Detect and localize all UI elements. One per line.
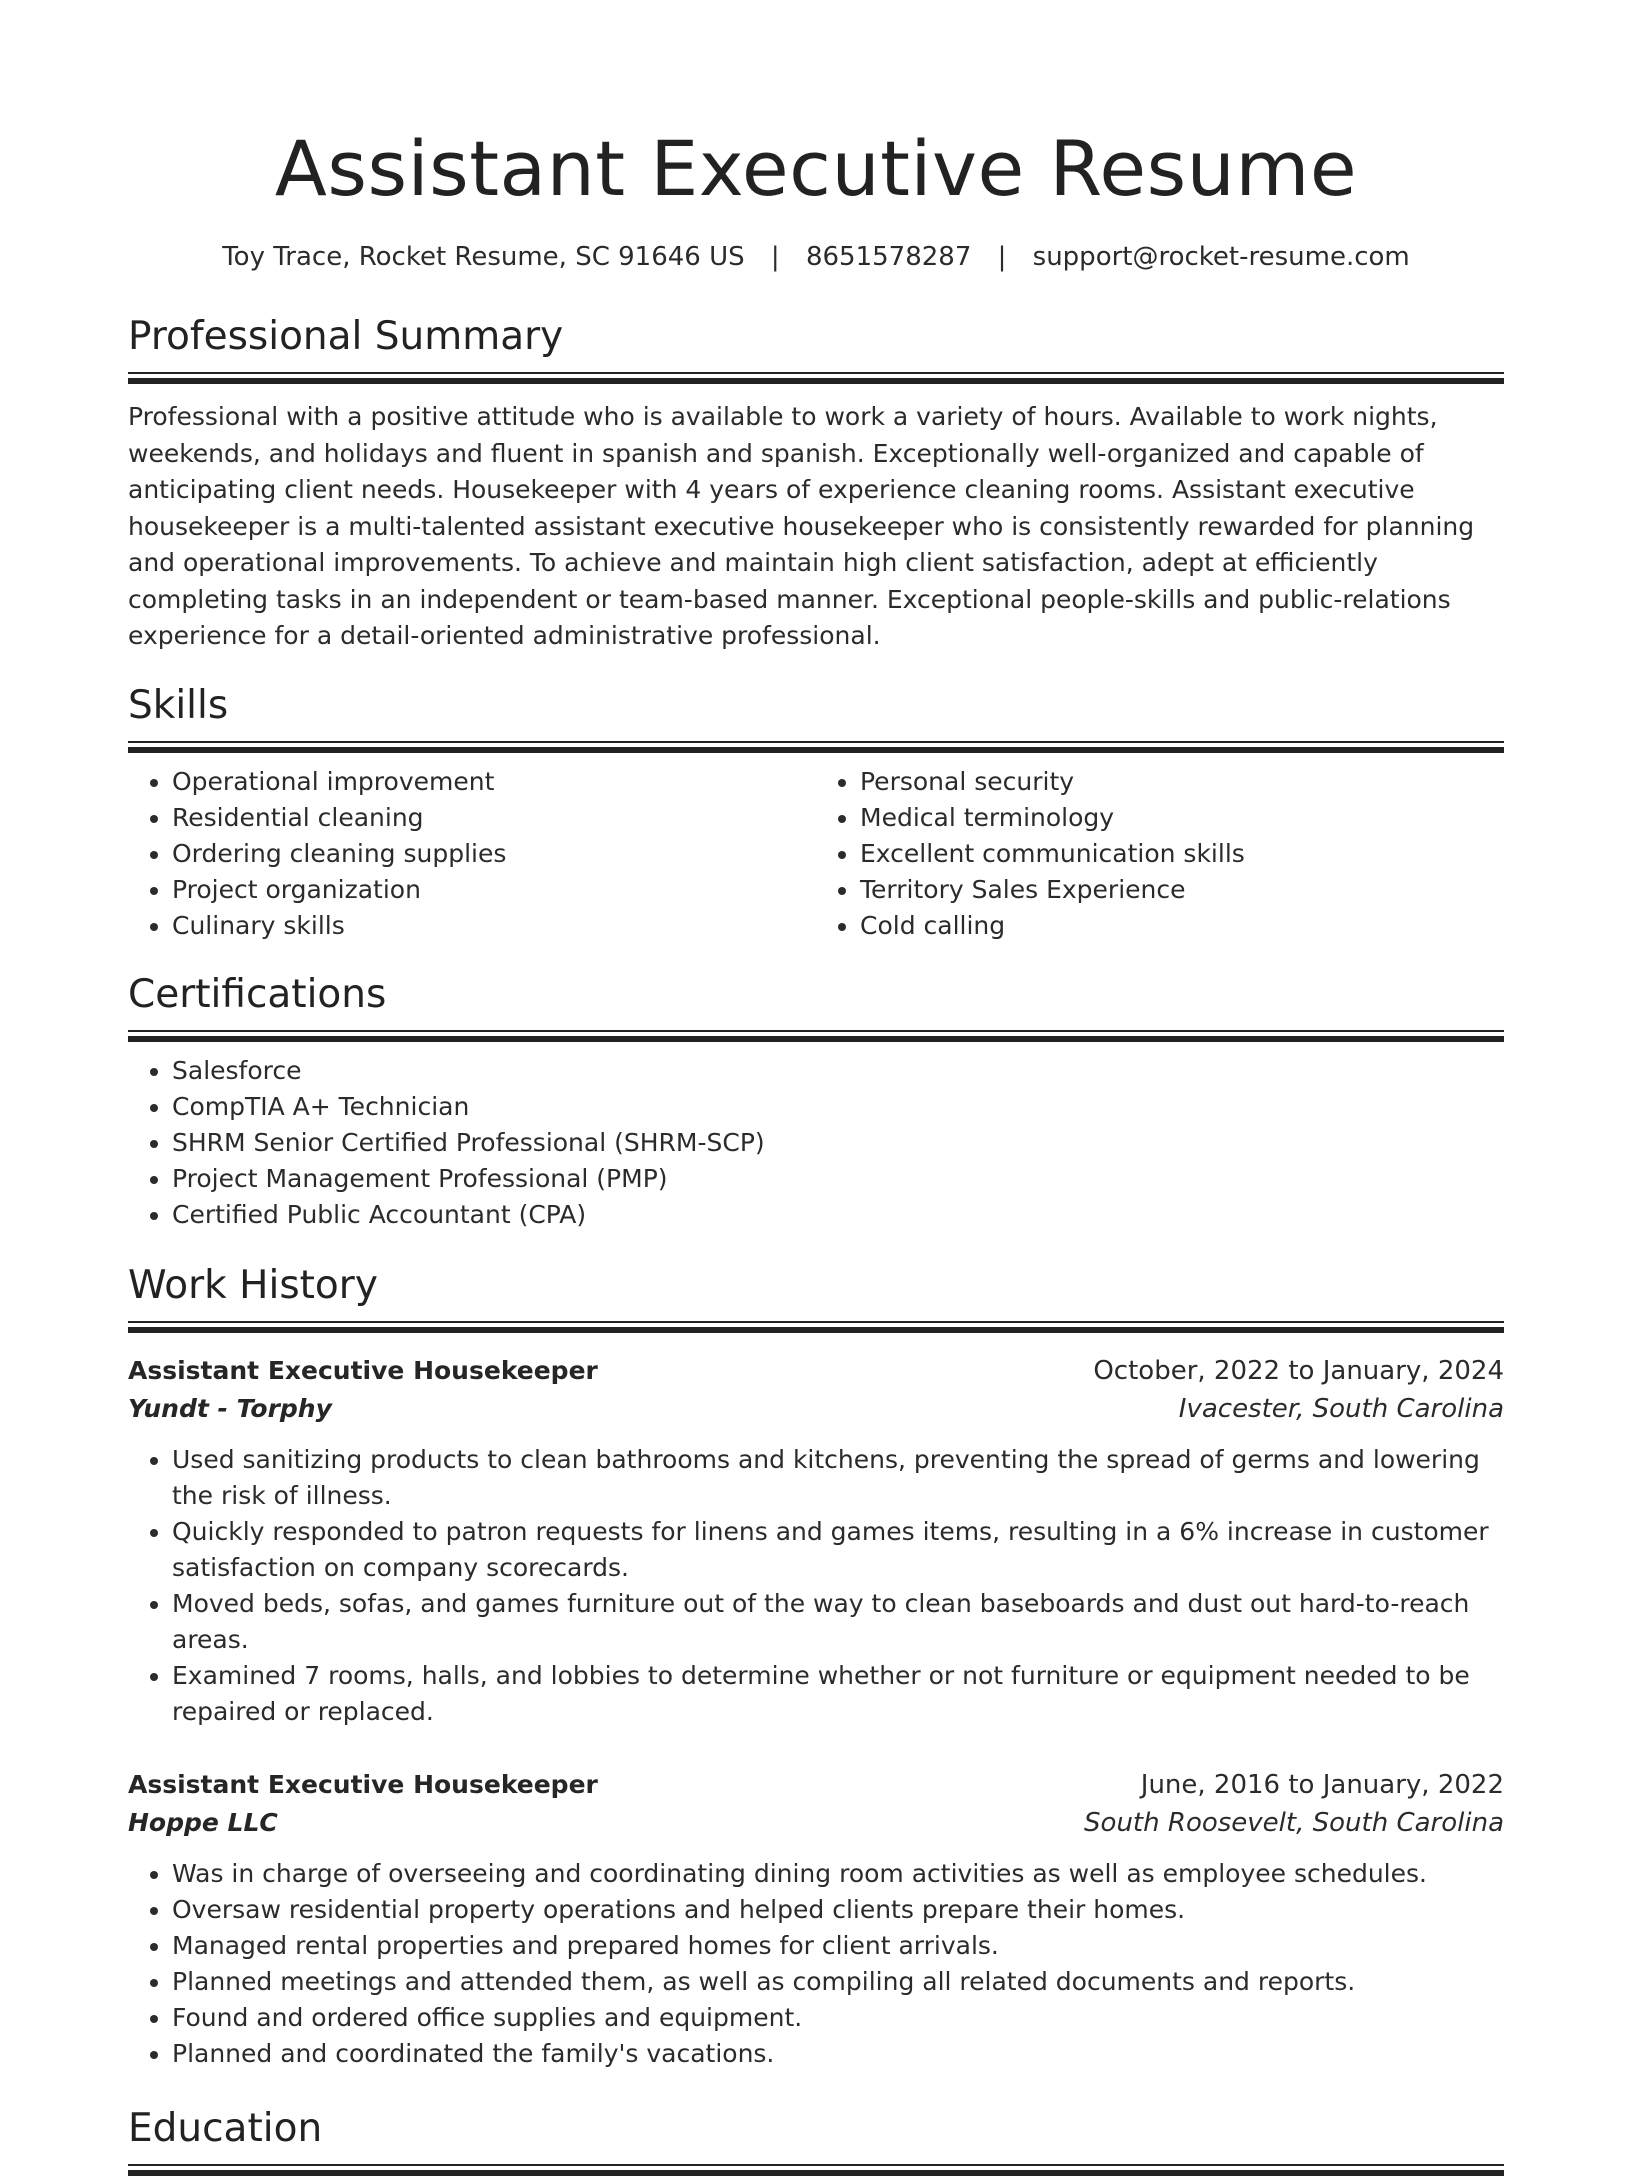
skill-item: • Personal security bbox=[860, 764, 1504, 800]
skill-item: • Operational improvement bbox=[172, 764, 816, 800]
certification-item: • Salesforce bbox=[172, 1053, 1504, 1089]
skills-heading: Skills bbox=[128, 682, 229, 728]
work-history-heading: Work History bbox=[128, 1262, 378, 1308]
job-header-row bbox=[128, 1352, 1504, 1390]
section-divider bbox=[128, 741, 1504, 752]
job-bullet: • Quickly responded to patron requests for linens and games items, resulting in a 6% increase in customer satisfaction on company scorecards. bbox=[172, 1514, 1504, 1586]
job-company: Hoppe LLC bbox=[128, 1807, 278, 1837]
job-bullet: • Planned meetings and attended them, as well as compiling all related documents and reports. bbox=[172, 1964, 1504, 2000]
skill-item: • Culinary skills bbox=[172, 908, 816, 944]
certification-item: • Project Management Professional (PMP) bbox=[172, 1161, 1504, 1197]
skill-item: • Medical terminology bbox=[860, 800, 1504, 836]
skills-columns bbox=[128, 764, 1504, 944]
certification-item: • SHRM Senior Certified Professional (SHRM-SCP) bbox=[172, 1125, 1504, 1161]
education-heading: Education bbox=[128, 2105, 323, 2151]
job-header-row bbox=[128, 1766, 1504, 1804]
job-bullet: • Was in charge of overseeing and coordinating dining room activities as well as employee schedules. bbox=[172, 1856, 1504, 1892]
job-bullet: • Managed rental properties and prepared homes for client arrivals. bbox=[172, 1928, 1504, 1964]
resume-title: Assistant Executive Resume bbox=[274, 124, 1358, 213]
job-location: Ivacester, South Carolina bbox=[1178, 1393, 1504, 1424]
summary-heading: Professional Summary bbox=[128, 314, 564, 359]
job-location: South Roosevelt, South Carolina bbox=[1084, 1807, 1504, 1838]
job-subheader-row bbox=[128, 1804, 1504, 1842]
skill-item: • Residential cleaning bbox=[172, 800, 816, 836]
work-history-section bbox=[128, 1263, 1504, 2072]
skill-item: • Project organization bbox=[172, 872, 816, 908]
skills-list-left bbox=[128, 764, 816, 944]
certification-item: • Certified Public Accountant (CPA) bbox=[172, 1197, 1504, 1233]
skill-item: • Cold calling bbox=[860, 908, 1504, 944]
contact-phone: 8651578287 bbox=[805, 242, 972, 272]
job-company: Yundt - Torphy bbox=[128, 1393, 332, 1423]
section-divider bbox=[128, 1030, 1504, 1041]
certifications-section bbox=[128, 972, 1504, 1233]
job-title: Assistant Executive Housekeeper bbox=[128, 1769, 598, 1799]
job-bullets bbox=[128, 1856, 1504, 2072]
skill-item: • Ordering cleaning supplies bbox=[172, 836, 816, 872]
job-bullet: • Oversaw residential property operations and helped clients prepare their homes. bbox=[172, 1892, 1504, 1928]
contact-address: Toy Trace, Rocket Resume, SC 91646 US bbox=[222, 242, 745, 272]
job-bullet: • Examined 7 rooms, halls, and lobbies to determine whether or not furniture or equipment needed to be repaired or replaced. bbox=[172, 1658, 1504, 1730]
job-subheader-row bbox=[128, 1390, 1504, 1428]
contact-line bbox=[128, 240, 1504, 274]
section-divider bbox=[128, 2164, 1504, 2175]
section-divider bbox=[128, 372, 1504, 383]
job-title: Assistant Executive Housekeeper bbox=[128, 1355, 598, 1385]
certification-item: • CompTIA A+ Technician bbox=[172, 1089, 1504, 1125]
skills-list-right bbox=[816, 764, 1504, 944]
skills-section bbox=[128, 683, 1504, 944]
education-section bbox=[128, 2106, 1504, 2175]
section-divider bbox=[128, 1321, 1504, 1332]
job-dates: June, 2016 to January, 2022 bbox=[1140, 1769, 1504, 1800]
certifications-list bbox=[128, 1053, 1504, 1233]
job-entry bbox=[128, 1352, 1504, 1730]
job-bullets bbox=[128, 1442, 1504, 1730]
summary-text: Professional with a positive attitude who is available to work a variety of hours. Available to work nights, weekends, and holidays and fluent in spanish and spanish. Exceptionally well-organized and capable of anticipating client needs. Housekeeper with 4 years of experience cleaning rooms. Assistant executive housekeeper is a multi-talented assistant executive housekeeper who is consistently rewarded for planning and operational improvements. To achieve and maintain high client satisfaction, adept at efficiently completing tasks in an independent or team-based manner. Exceptional people-skills and public-relations experience for a detail-oriented administrative professional. bbox=[128, 402, 1475, 650]
contact-separator: | bbox=[770, 242, 780, 272]
contact-email: support@rocket-resume.com bbox=[1032, 242, 1410, 272]
job-bullet: • Used sanitizing products to clean bathrooms and kitchens, preventing the spread of germs and lowering the risk of illness. bbox=[172, 1442, 1504, 1514]
summary-section bbox=[128, 314, 1504, 655]
contact-separator: | bbox=[997, 242, 1007, 272]
job-bullet: • Planned and coordinated the family's vacations. bbox=[172, 2036, 1504, 2072]
job-bullet: • Moved beds, sofas, and games furniture out of the way to clean baseboards and dust out hard-to-reach areas. bbox=[172, 1586, 1504, 1658]
skill-item: • Excellent communication skills bbox=[860, 836, 1504, 872]
job-dates: October, 2022 to January, 2024 bbox=[1093, 1355, 1504, 1386]
skill-item: • Territory Sales Experience bbox=[860, 872, 1504, 908]
job-entry bbox=[128, 1766, 1504, 2072]
certifications-heading: Certifications bbox=[128, 971, 387, 1017]
job-bullet: • Found and ordered office supplies and equipment. bbox=[172, 2000, 1504, 2036]
